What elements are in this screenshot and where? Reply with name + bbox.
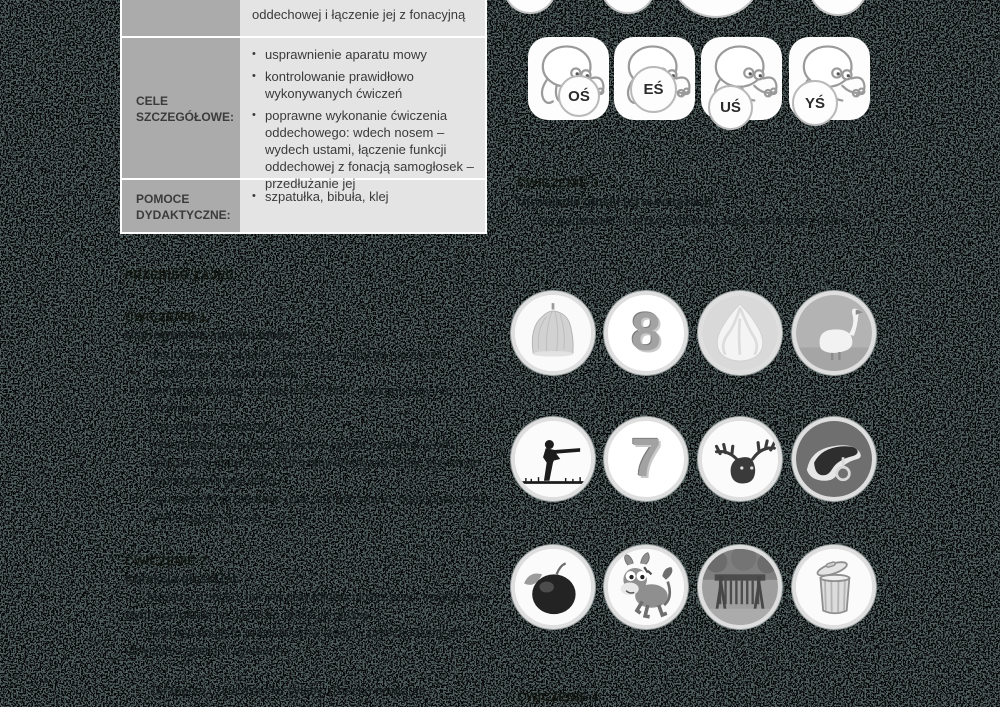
- meringue-photo: [698, 291, 782, 375]
- exercise-2-heading: ĆWICZENIE 2: [125, 554, 207, 568]
- list-item: • gimnastyka warg: uśmiech i dzióbek – wykonujemy na przemian,: [125, 382, 493, 418]
- octopus-card: [789, 37, 870, 120]
- bullet-item: • szpatułka, bibuła, klej: [252, 188, 475, 205]
- table-row-label: CELE SZCZEGÓŁOWE:: [122, 38, 240, 178]
- exercise-2-subtitle: Korekcja głoski [ś].: [125, 572, 240, 586]
- octopus-card: [701, 37, 782, 120]
- wrapped-line: oddechowej i łączenie jej z fonacyjną: [252, 7, 466, 22]
- exercise-3-instruction: Na podstawie obrazków dziecko stara się ułożyć zdania.: [539, 214, 851, 228]
- table-row-content: [240, 0, 485, 36]
- exercise-4-heading: ĆWICZENIE 4: [517, 690, 599, 704]
- bullet-item: • kontrolowanie prawidłowo wykonywanych ćwiczeń: [252, 68, 475, 102]
- hunter-photo: [511, 417, 595, 501]
- swing-photo: [698, 545, 782, 629]
- bullet-item: • poprawne wykonanie ćwiczenia oddechowego: wdech nosem – wydech ustami, łączenie funkcji oddechowej z fonacją samogłosek – przedłużanie jej: [252, 107, 475, 192]
- exercise-2-footer: Terapeuta czyta dziecku sylaby, dziecko powtarza.: [150, 684, 430, 698]
- table-row-label: [122, 0, 240, 36]
- table-row-content: [240, 38, 485, 191]
- exercise-3-section: [517, 174, 947, 231]
- lesson-summary-table: [120, 0, 487, 234]
- trash-can-photo: [792, 545, 876, 629]
- list-item: • przesyłanie buziaczków,: [125, 418, 493, 436]
- list-item: • wykonywanie kociego grzbietu z języka – czubek języka opieramy o dolne zęby i unosimy środkową część języka do podniebienia twardego,: [125, 436, 493, 490]
- syllable-badge: UŚ: [708, 85, 753, 130]
- exercise-1-subtitle: Usprawnianie aparatu mowy:: [125, 328, 298, 342]
- przebieg-heading: PRZEBIEG ZAJĘĆ: [125, 268, 235, 282]
- list-item: • dmuchanie na płomień świecy tak, żeby go nie zgasić,: [125, 346, 493, 364]
- table-row: [122, 180, 485, 232]
- exercise-2-paragraph: Mówimy dziecku, jak ma prawidłowo ułożyć język i wargi przy wymowie głoski [ś]. Dziecko realizuje głoskę.: [125, 590, 486, 622]
- lesson-body: [125, 266, 493, 660]
- syllable-badge: EŚ: [630, 66, 677, 113]
- table-row: [122, 0, 485, 36]
- exercise-3-heading: ĆWICZENIE 3: [517, 176, 599, 190]
- octopus-card: [614, 37, 695, 120]
- table-row-label: POMOCE DYDAKTYCZNE:: [122, 180, 240, 232]
- number-eight-photo: 8: [604, 291, 688, 375]
- list-item: • dmuchanie na paski bibuły,: [125, 364, 493, 382]
- number-seven-photo: 7: [604, 417, 688, 501]
- goose-photo: [792, 291, 876, 375]
- saddle-photo: [792, 417, 876, 501]
- moose-photo: [698, 417, 782, 501]
- haystack-photo: [511, 291, 595, 375]
- table-row: [122, 38, 485, 191]
- bullet-item: • usprawnienie aparatu mowy: [252, 46, 475, 63]
- plum-photo: [511, 545, 595, 629]
- donkey-photo: [604, 545, 688, 629]
- exercise-1-list: [125, 346, 493, 526]
- octopus-card: [528, 37, 609, 120]
- table-row-content: [240, 180, 485, 232]
- exercise-3-subtitle: Utrwalanie głoski [ś] w wyrazach.: [517, 195, 715, 209]
- syllable-badge: YŚ: [792, 80, 838, 126]
- list-item: • wymawianie przesadnie (początkowo wolno, następnie coraz szybciej): ja – jo – je – ju – jy: [125, 490, 493, 526]
- exercise-2-paragraph: Jeśli wykonuje to prawidłowo w izolacji, przechodzimy do utrwalania głoski w sylabach.: [125, 626, 463, 658]
- exercise-1-heading: ĆWICZENIE 1: [125, 310, 207, 324]
- syllable-badge: OŚ: [558, 75, 600, 117]
